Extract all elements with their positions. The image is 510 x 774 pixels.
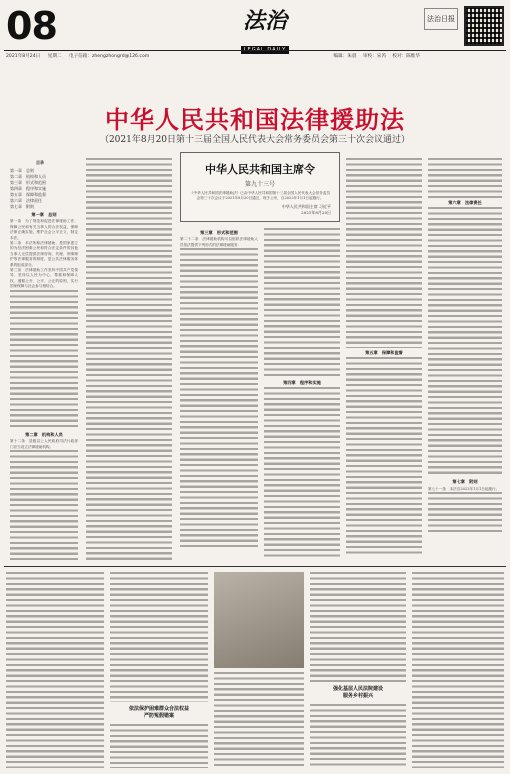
section-divider [4,566,506,567]
article-subtitle: （2021年8月20日第十三届全国人民代表大会常务委员会第三十次会议通过） [99,135,411,145]
toc-item: 第四章 程序和实施 [10,186,46,191]
article-title: 中华人民共和国法律援助法 [105,106,405,134]
news-photo [214,572,304,668]
checker: 校对：陈维华 [392,54,420,59]
chapter-heading: 第六章 法律责任 [448,200,482,205]
issue-weekday: 星期二 [47,54,62,59]
text-column-5 [346,158,422,560]
body-text-block [428,492,502,532]
body-text-block [10,450,78,560]
toc-item: 第二章 机构和人员 [10,174,46,179]
page-number: 08 [6,4,57,48]
body-text-block [110,724,208,768]
article-paragraph: 第七十一条 本法自2022年1月1日起施行。 [428,486,500,491]
bottom-column-5 [412,572,504,768]
body-text-block [10,290,78,430]
toc-item: 第五章 保障和监督 [10,192,46,197]
bottom-headline-left: 依法保护困难群众合法权益 严防冤假错案 [128,706,189,719]
bottom-column-2b [110,724,208,768]
bottom-column-2 [110,572,208,702]
chapter-heading: 第二章 机构和人员 [25,431,63,437]
toc-item: 第六章 法律责任 [10,198,42,203]
chapter-heading: 第七章 附则 [452,479,478,485]
body-text-block [310,572,406,682]
article-paragraph: 第十二条 县级以上人民政府司法行政部门应当设立法律援助机构。 [10,439,78,449]
body-text-block [264,387,340,557]
article-paragraph: 第三条 法律援助工作坚持中国共产党领导，坚持以人民为中心，尊重和保障人权，遵循公开、公平、公正的原则，实行国家保障与社会参与相结合。 [10,268,78,289]
text-column-3 [180,228,258,560]
body-text-block [180,248,258,548]
header-rule [4,50,506,51]
bottom-column-3 [214,672,304,768]
bottom-headline-right: 强化基层人民法院建设 服务乡村振兴 [332,686,383,699]
toc-title: 目录 [36,160,44,165]
header-meta [6,53,155,59]
presidential-decree-box [180,152,340,222]
newspaper-logo: 法治日报 [424,8,458,30]
bottom-column-4 [310,572,406,682]
body-text-block [412,572,504,768]
toc-item: 第七章 附则 [10,204,34,209]
body-text-block [346,158,422,348]
proofreader: 审校：宋芮 [362,54,386,59]
bottom-column-1 [6,572,104,768]
text-column-6 [428,158,502,560]
editor-credits [329,53,420,59]
chapter-heading: 第三章 形式和范围 [200,230,238,235]
qr-code-icon [464,6,504,46]
body-text-block [310,704,406,768]
text-column-4 [264,228,340,560]
chapter-heading: 第五章 保障和监督 [365,350,403,355]
toc-item: 第一章 总则 [10,168,34,173]
masthead-subtitle: LEGAL DAILY [241,46,289,54]
body-text-block [6,572,104,768]
table-of-contents [10,160,70,210]
article-paragraph: 第一条 为了规范和促进法律援助工作，保障公民和有关当事人的合法权益，保障法律正确实施，维护社会公平正义，制定本法。 [10,219,78,240]
decree-signature: 中华人民共和国主席 习近平 [281,204,331,209]
body-text-block [428,207,502,477]
article-paragraph: 第二条 本法所称法律援助，是国家建立的为经济困难公民和符合法定条件的其他当事人无偿提供法律咨询、代理、刑事辩护等法律服务的制度，是公共法律服务体系的组成部分。 [10,241,78,267]
decree-date: 2021年8月20日 [301,210,331,215]
body-text-block [86,158,172,560]
page-header [4,4,506,76]
decree-title: 中华人民共和国主席令 [205,163,315,176]
text-column-1 [10,210,78,560]
email: 电子信箱：zhengzhongrd@126.com [68,54,150,59]
body-text-block [264,228,340,378]
masthead [230,6,300,55]
body-text-block [214,672,304,768]
masthead-title: 法治 [242,8,287,34]
chapter-heading: 第一章 总则 [31,212,57,217]
article-paragraph: 第二十二条 法律援助机构可以组织法律援助人员依法提供下列形式的法律援助服务： [180,237,258,247]
decree-body: 《中华人民共和国法律援助法》已由中华人民共和国第十三届全国人民代表大会常务委员会第三十次会议于2021年8月20日通过，现予公布，自2022年1月1日起施行。 [189,191,331,200]
body-text-block [110,572,208,702]
editor: 编辑：朱晨 [333,54,357,59]
bottom-column-4b [310,704,406,768]
text-column-2 [86,158,172,560]
body-text-block [346,357,422,557]
toc-item: 第三章 形式和范围 [10,180,46,185]
chapter-heading: 第四章 程序和实施 [283,380,321,385]
decree-number: 第九十三号 [244,181,275,188]
body-text-block [428,158,502,198]
issue-date: 2021年8月24日 [6,54,41,59]
